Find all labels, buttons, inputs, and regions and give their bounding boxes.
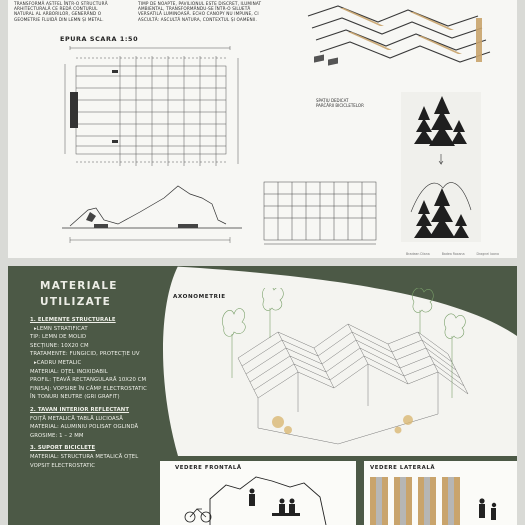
front-view-card [160, 461, 356, 525]
spec-line: PROFIL: ȚEAVĂ RECTANGULARĂ 10X20 CM [30, 377, 147, 384]
top-sheet [8, 0, 517, 258]
intro-text-left: TRANSFORMĂ ASTFEL ÎNTR-O STRUCTURĂ ARHITECTURALĂ CE REDĂ CONTURUL NATURAL AL ARBORILOR, GENERÂND O GEOMETRIE FLUIDĂ DIN LEMN ȘI METAL. [14, 1, 108, 22]
intro-text-right: TIMP DE NOAPTE, PAVILIONUL ESTE DISCRET, ILUMINAT AMBIENTAL, TRANSFORMÂNDU-SE ÎNTR-O SILUETĂ VERSATILĂ LUMINOASĂ. ECHO CANOPY NU IMPUNE, CI ASCULTĂ: ASCULTĂ NATURA, CONTEXTUL ȘI OAMENII. [138, 1, 262, 22]
spec-bullet: ▸ CADRU METALIC [30, 359, 180, 368]
tree-diagram-panel [401, 92, 481, 242]
front-view-drawing [160, 469, 356, 525]
spec-line: VOPSIT ELECTROSTATIC [30, 462, 96, 469]
bike-space-label: SPAȚIU DEDICAT PARCĂRII BICICLETELOR [316, 98, 364, 108]
model-axonometric [298, 0, 498, 95]
side-view-card [364, 461, 517, 525]
elevation-drawing [258, 176, 388, 248]
axonometry-drawing [218, 288, 473, 448]
section-drawing [60, 180, 245, 250]
side-view-drawing [364, 471, 517, 525]
tree-silhouettes [401, 92, 481, 242]
spec-heading: 1. ELEMENTE STRUCTURALE [30, 317, 116, 323]
spec-line: MATERIAL: ALUMINIU POLISAT OGLINDĂ [30, 424, 139, 431]
materials-spec-list [30, 316, 180, 470]
bottom-sheet [8, 266, 517, 525]
spec-line: MATERIAL: STRUCTURA METALICĂ OȚEL [30, 453, 139, 460]
credits: Bradean Diana Badea Roxana Dragnei Ioana [406, 252, 499, 256]
spec-line: TIP: LEMN DE MOLID [30, 334, 87, 341]
spec-line: GROSIME: 1 – 2 MM [30, 432, 84, 439]
spec-line: FOIȚĂ METALICĂ TABLĂ LUCIOASĂ [30, 415, 123, 422]
spec-heading: 3. SUPORT BICICLETE [30, 445, 96, 452]
spec-line: TRATAMENTE: FUNGICID, PROTECȚIE UV [30, 351, 140, 358]
side-view-title: VEDERE LATERALĂ [370, 465, 436, 471]
plan-drawing [60, 44, 245, 179]
spec-heading: 2. TAVAN INTERIOR REFLECTANT [30, 406, 130, 413]
epura-title: EPURA SCARA 1:50 [60, 35, 139, 43]
spec-line: SECȚIUNE: 10X20 CM [30, 342, 89, 349]
spec-line: MATERIAL: OȚEL INOXIDABIL [30, 368, 108, 375]
spec-line: ÎN TONURI NEUTRE (GRI GRAFIT) [30, 394, 120, 401]
spec-line: FINISAJ: VOPSIRE ÎN CÂMP ELECTROSTATIC [30, 385, 147, 392]
axonometry-title: AXONOMETRIE [173, 294, 226, 300]
materials-title: MATERIALE UTILIZATE [40, 280, 118, 308]
front-view-title: VEDERE FRONTALĂ [175, 465, 242, 471]
spec-bullet: ▸ LEMN STRATIFICAT [30, 325, 180, 334]
